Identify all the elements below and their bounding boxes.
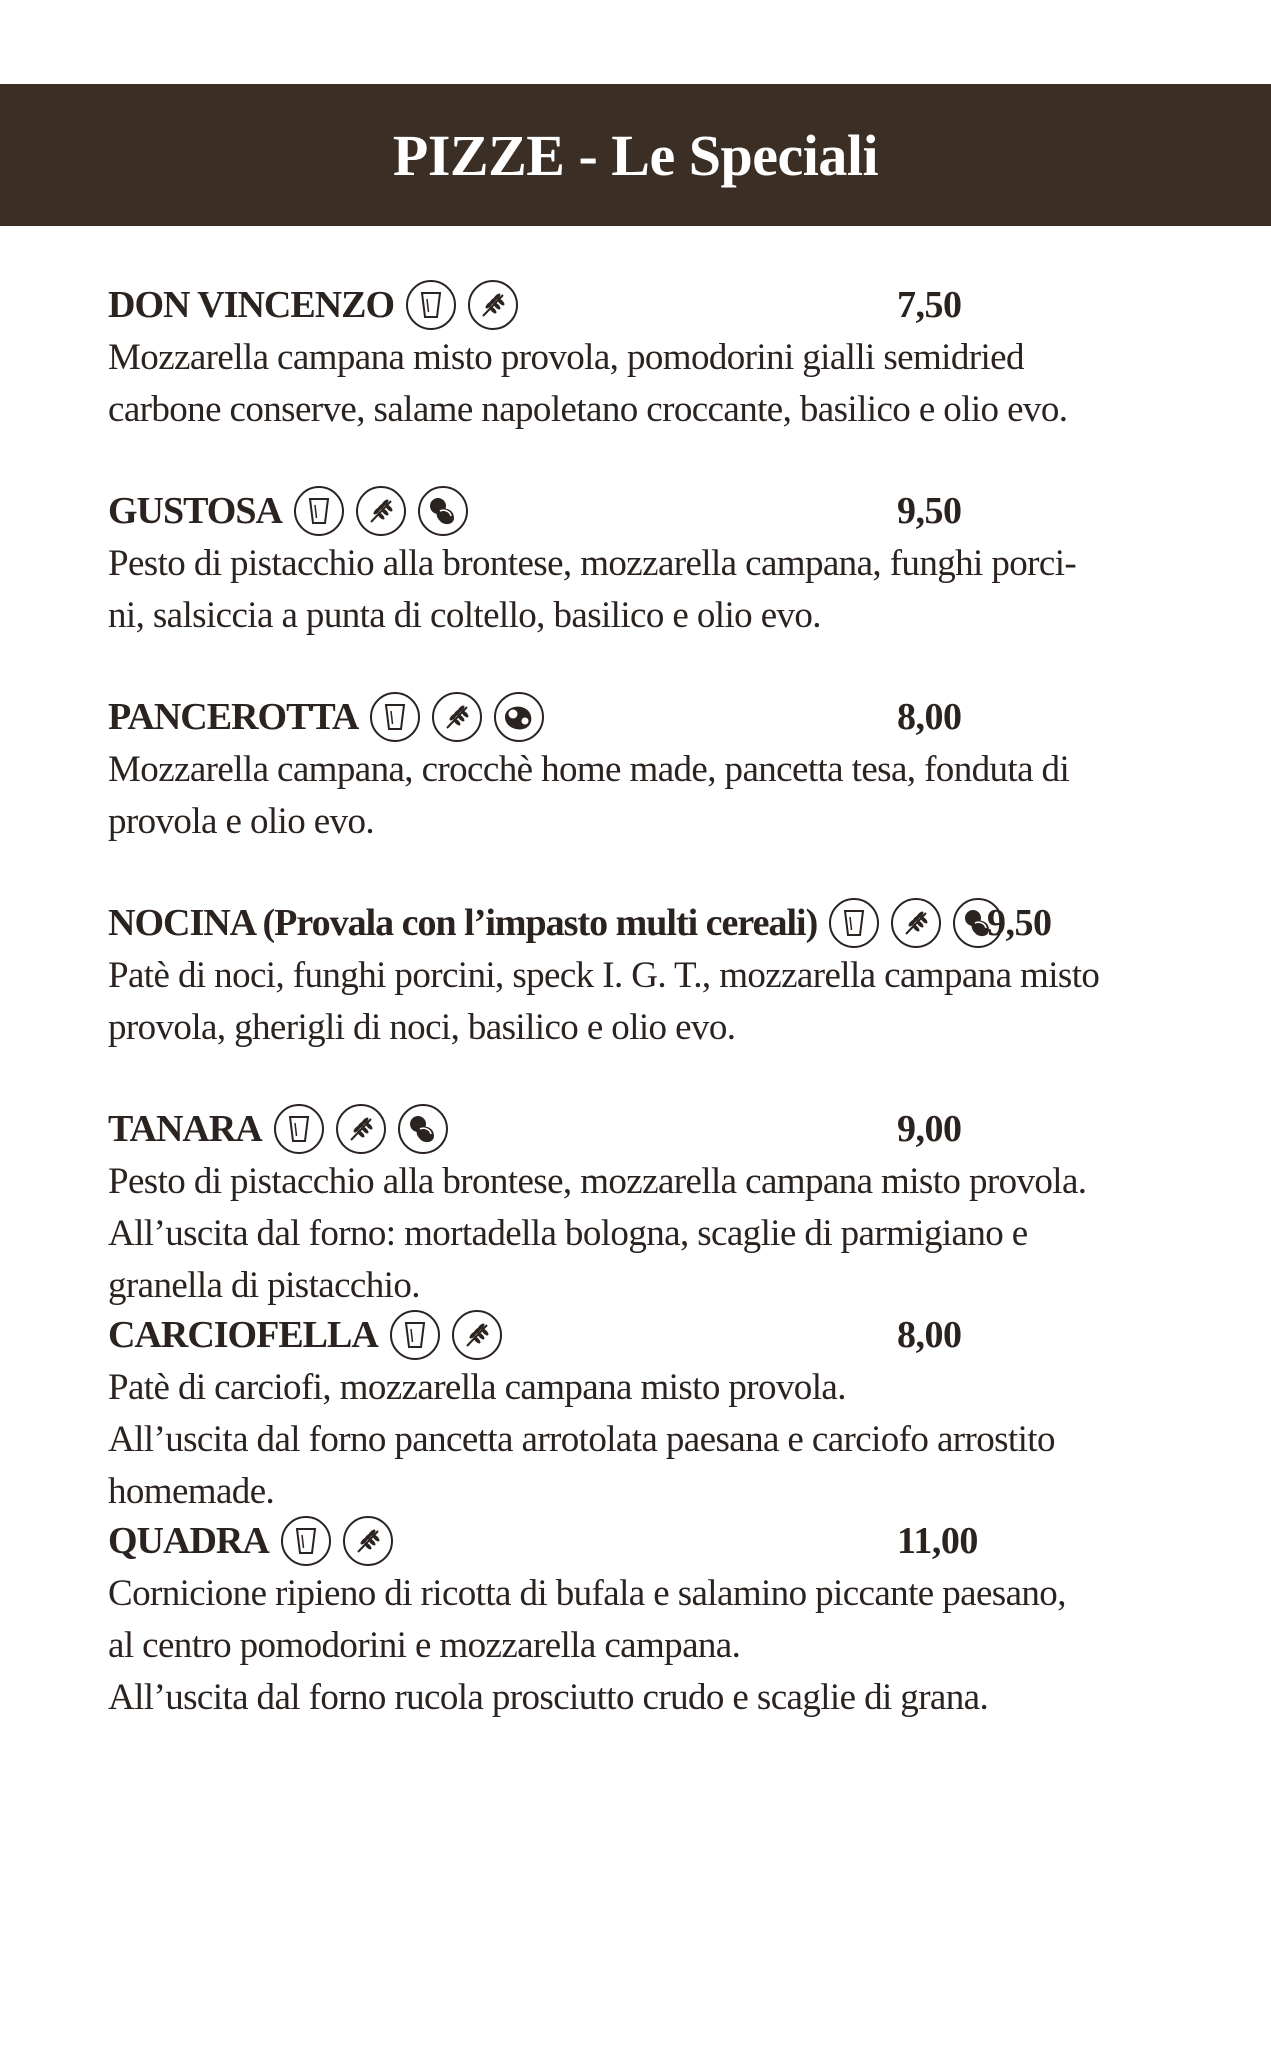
- allergen-icons: [829, 898, 1003, 948]
- description-line: homemade.: [108, 1471, 275, 1512]
- menu-item: [108, 690, 1188, 896]
- glass-icon: [281, 1516, 331, 1566]
- pizza-price: 9,50: [987, 902, 1052, 944]
- menu-item-header: [108, 278, 1188, 332]
- allergen-icons: [406, 280, 518, 330]
- menu-item-header: [108, 896, 1188, 950]
- page-header: [0, 84, 1271, 226]
- description-line: Pesto di pistacchio alla brontese, mozzarella campana misto provola.: [108, 1161, 1087, 1202]
- pizza-description: [108, 1156, 1188, 1312]
- menu-item-header: [108, 690, 1188, 744]
- allergen-icons: [370, 692, 544, 742]
- description-line: Patè di carciofi, mozzarella campana misto provola.: [108, 1367, 846, 1408]
- description-line: al centro pomodorini e mozzarella campana.: [108, 1625, 741, 1666]
- menu-item: [108, 896, 1188, 1102]
- wheat-icon: [336, 1104, 386, 1154]
- description-line: All’uscita dal forno: mortadella bologna, scaglie di parmigiano e: [108, 1213, 1028, 1254]
- allergen-icons: [281, 1516, 393, 1566]
- menu-item-header: [108, 1102, 1188, 1156]
- description-line: provola e olio evo.: [108, 801, 375, 842]
- allergen-icons: [274, 1104, 448, 1154]
- description-line: Mozzarella campana misto provola, pomodorini gialli semidried: [108, 337, 1024, 378]
- glass-icon: [390, 1310, 440, 1360]
- menu-item: [108, 278, 1188, 484]
- menu-item: [108, 1514, 1188, 1720]
- description-line: ni, salsiccia a punta di coltello, basilico e olio evo.: [108, 595, 821, 636]
- description-line: Pesto di pistacchio alla brontese, mozzarella campana, funghi porci-: [108, 543, 1077, 584]
- pizza-description: [108, 1362, 1188, 1518]
- wheat-icon: [452, 1310, 502, 1360]
- menu-item: [108, 1308, 1188, 1514]
- pizza-price: 8,00: [897, 696, 962, 738]
- menu-item-header: [108, 484, 1188, 538]
- glass-icon: [370, 692, 420, 742]
- description-line: Cornicione ripieno di ricotta di bufala e salamino piccante paesano,: [108, 1573, 1066, 1614]
- pizza-description: [108, 1568, 1188, 1724]
- wheat-icon: [356, 486, 406, 536]
- pizza-price: 9,00: [897, 1108, 962, 1150]
- nut-icon: [398, 1104, 448, 1154]
- egg-icon: [494, 692, 544, 742]
- wheat-icon: [343, 1516, 393, 1566]
- glass-icon: [294, 486, 344, 536]
- wheat-icon: [432, 692, 482, 742]
- pizza-name: CARCIOFELLA: [108, 1314, 378, 1356]
- description-line: granella di pistacchio.: [108, 1265, 420, 1306]
- pizza-price: 8,00: [897, 1314, 962, 1356]
- menu-list: [108, 278, 1188, 1720]
- pizza-name: DON VINCENZO: [108, 284, 395, 326]
- pizza-name: NOCINA (Provala con l’impasto multi cereali): [108, 902, 818, 944]
- description-line: Mozzarella campana, crocchè home made, pancetta tesa, fonduta di: [108, 749, 1070, 790]
- pizza-name: GUSTOSA: [108, 490, 282, 532]
- description-line: carbone conserve, salame napoletano croccante, basilico e olio evo.: [108, 389, 1068, 430]
- nut-icon: [418, 486, 468, 536]
- glass-icon: [406, 280, 456, 330]
- description-line: All’uscita dal forno rucola prosciutto crudo e scaglie di grana.: [108, 1677, 989, 1718]
- pizza-description: [108, 950, 1188, 1054]
- menu-item-header: [108, 1308, 1188, 1362]
- description-line: All’uscita dal forno pancetta arrotolata paesana e carciofo arrostito: [108, 1419, 1055, 1460]
- pizza-name: TANARA: [108, 1108, 262, 1150]
- pizza-price: 9,50: [897, 490, 962, 532]
- page-title: PIZZE - Le Speciali: [392, 122, 879, 188]
- pizza-price: 7,50: [897, 284, 962, 326]
- pizza-price: 11,00: [897, 1520, 978, 1562]
- pizza-description: [108, 744, 1188, 848]
- menu-item: [108, 1102, 1188, 1308]
- glass-icon: [274, 1104, 324, 1154]
- menu-item: [108, 484, 1188, 690]
- glass-icon: [829, 898, 879, 948]
- menu-item-header: [108, 1514, 1188, 1568]
- wheat-icon: [468, 280, 518, 330]
- wheat-icon: [891, 898, 941, 948]
- allergen-icons: [390, 1310, 502, 1360]
- allergen-icons: [294, 486, 468, 536]
- pizza-name: PANCEROTTA: [108, 696, 359, 738]
- pizza-name: QUADRA: [108, 1520, 269, 1562]
- pizza-description: [108, 538, 1188, 642]
- description-line: Patè di noci, funghi porcini, speck I. G. T., mozzarella campana misto: [108, 955, 1100, 996]
- pizza-description: [108, 332, 1188, 436]
- description-line: provola, gherigli di noci, basilico e olio evo.: [108, 1007, 736, 1048]
